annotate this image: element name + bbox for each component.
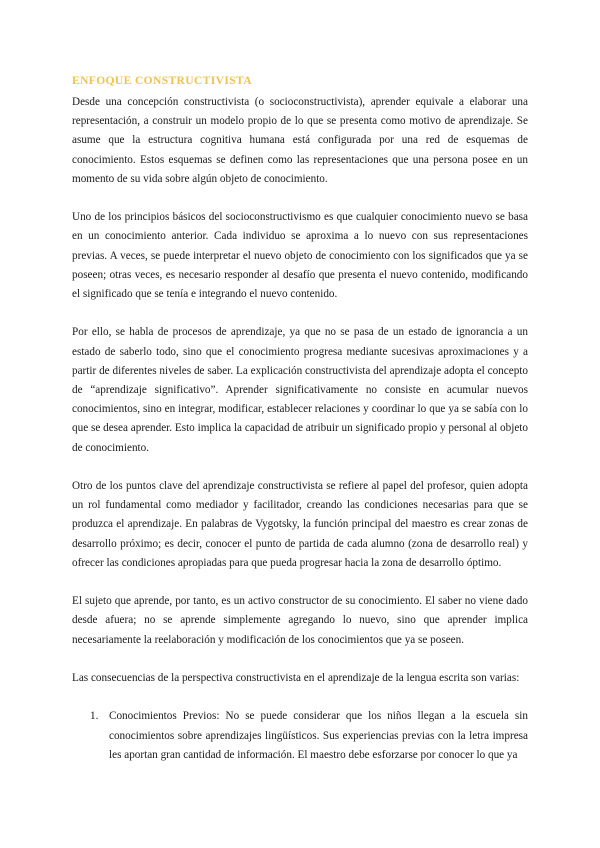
list-item-text: Conocimientos Previos: No se puede considerar que los niños llegan a la escuela sin conocimientos sobre aprendizajes lingüísticos. Sus experiencias previas con la letra impresa les aportan gran cantidad de información. El maestro debe esforzarse por conocer lo que ya	[109, 710, 528, 761]
paragraph-6: Las consecuencias de la perspectiva constructivista en el aprendizaje de la lengua escrita son varias:	[72, 672, 520, 685]
paragraph-4: Otro de los puntos clave del aprendizaje constructivista se refiere al papel del profesor, quien adopta un rol fundamental como mediador y facilitador, creando las condiciones necesarias para que se produzca el aprendizaje. En palabras de Vygotsky, la función principal del maestro es crear zonas de desarrollo próximo; es decir, conocer el punto de partida de cada alumno (zona de desarrollo real) y ofrecer las condiciones apropiadas para que pueda progresar hacia la zona de desarrollo óptimo.	[72, 480, 528, 569]
paragraph-3: Por ello, se habla de procesos de aprendizaje, ya que no se pasa de un estado de ignorancia a un estado de saberlo todo, sino que el conocimiento progresa mediante sucesivas aproximaciones y a partir de diferentes niveles de saber. La explicación constructivista del aprendizaje adopta el concepto de “aprendizaje significativo”. Aprender significativamente no consiste en acumular nuevos conocimientos, sino en integrar, modificar, establecer relaciones y coordinar lo que ya se sabía con lo que se desea aprender. Esto implica la capacidad de atribuir un significado propio y personal al objeto de conocimiento.	[72, 326, 528, 454]
list-item-number: 1.	[90, 710, 99, 723]
list-item	[72, 707, 528, 765]
paragraph-5: El sujeto que aprende, por tanto, es un activo constructor de su conocimiento. El saber no viene dado desde afuera; no se aprende simplemente agregando lo nuevo, sino que aprender implica necesariamente la reelaboración y modificación de los conocimientos que ya se poseen.	[72, 595, 528, 646]
numbered-list	[72, 707, 528, 765]
document-page	[72, 72, 528, 765]
document-heading: ENFOQUE CONSTRUCTIVISTA	[72, 75, 252, 87]
paragraph-2: Uno de los principios básicos del socioconstructivismo es que cualquier conocimiento nuevo se basa en un conocimiento anterior. Cada individuo se aproxima a lo nuevo con sus representaciones previas. A veces, se puede interpretar el nuevo objeto de conocimiento con los significados que ya se poseen; otras veces, es necesario responder al desafío que presenta el nuevo contenido, modificando el significado que se tenía e integrando el nuevo contenido.	[72, 211, 528, 301]
paragraph-1: Desde una concepción constructivista (o socioconstructivista), aprender equivale a elaborar una representación, a construir un modelo propio de lo que se presenta como motivo de aprendizaje. Se asume que la estructura cognitiva humana está configurada por una red de esquemas de conocimiento. Estos esquemas se definen como las representaciones que una persona posee en un momento de su vida sobre algún objeto de conocimiento.	[72, 96, 528, 185]
